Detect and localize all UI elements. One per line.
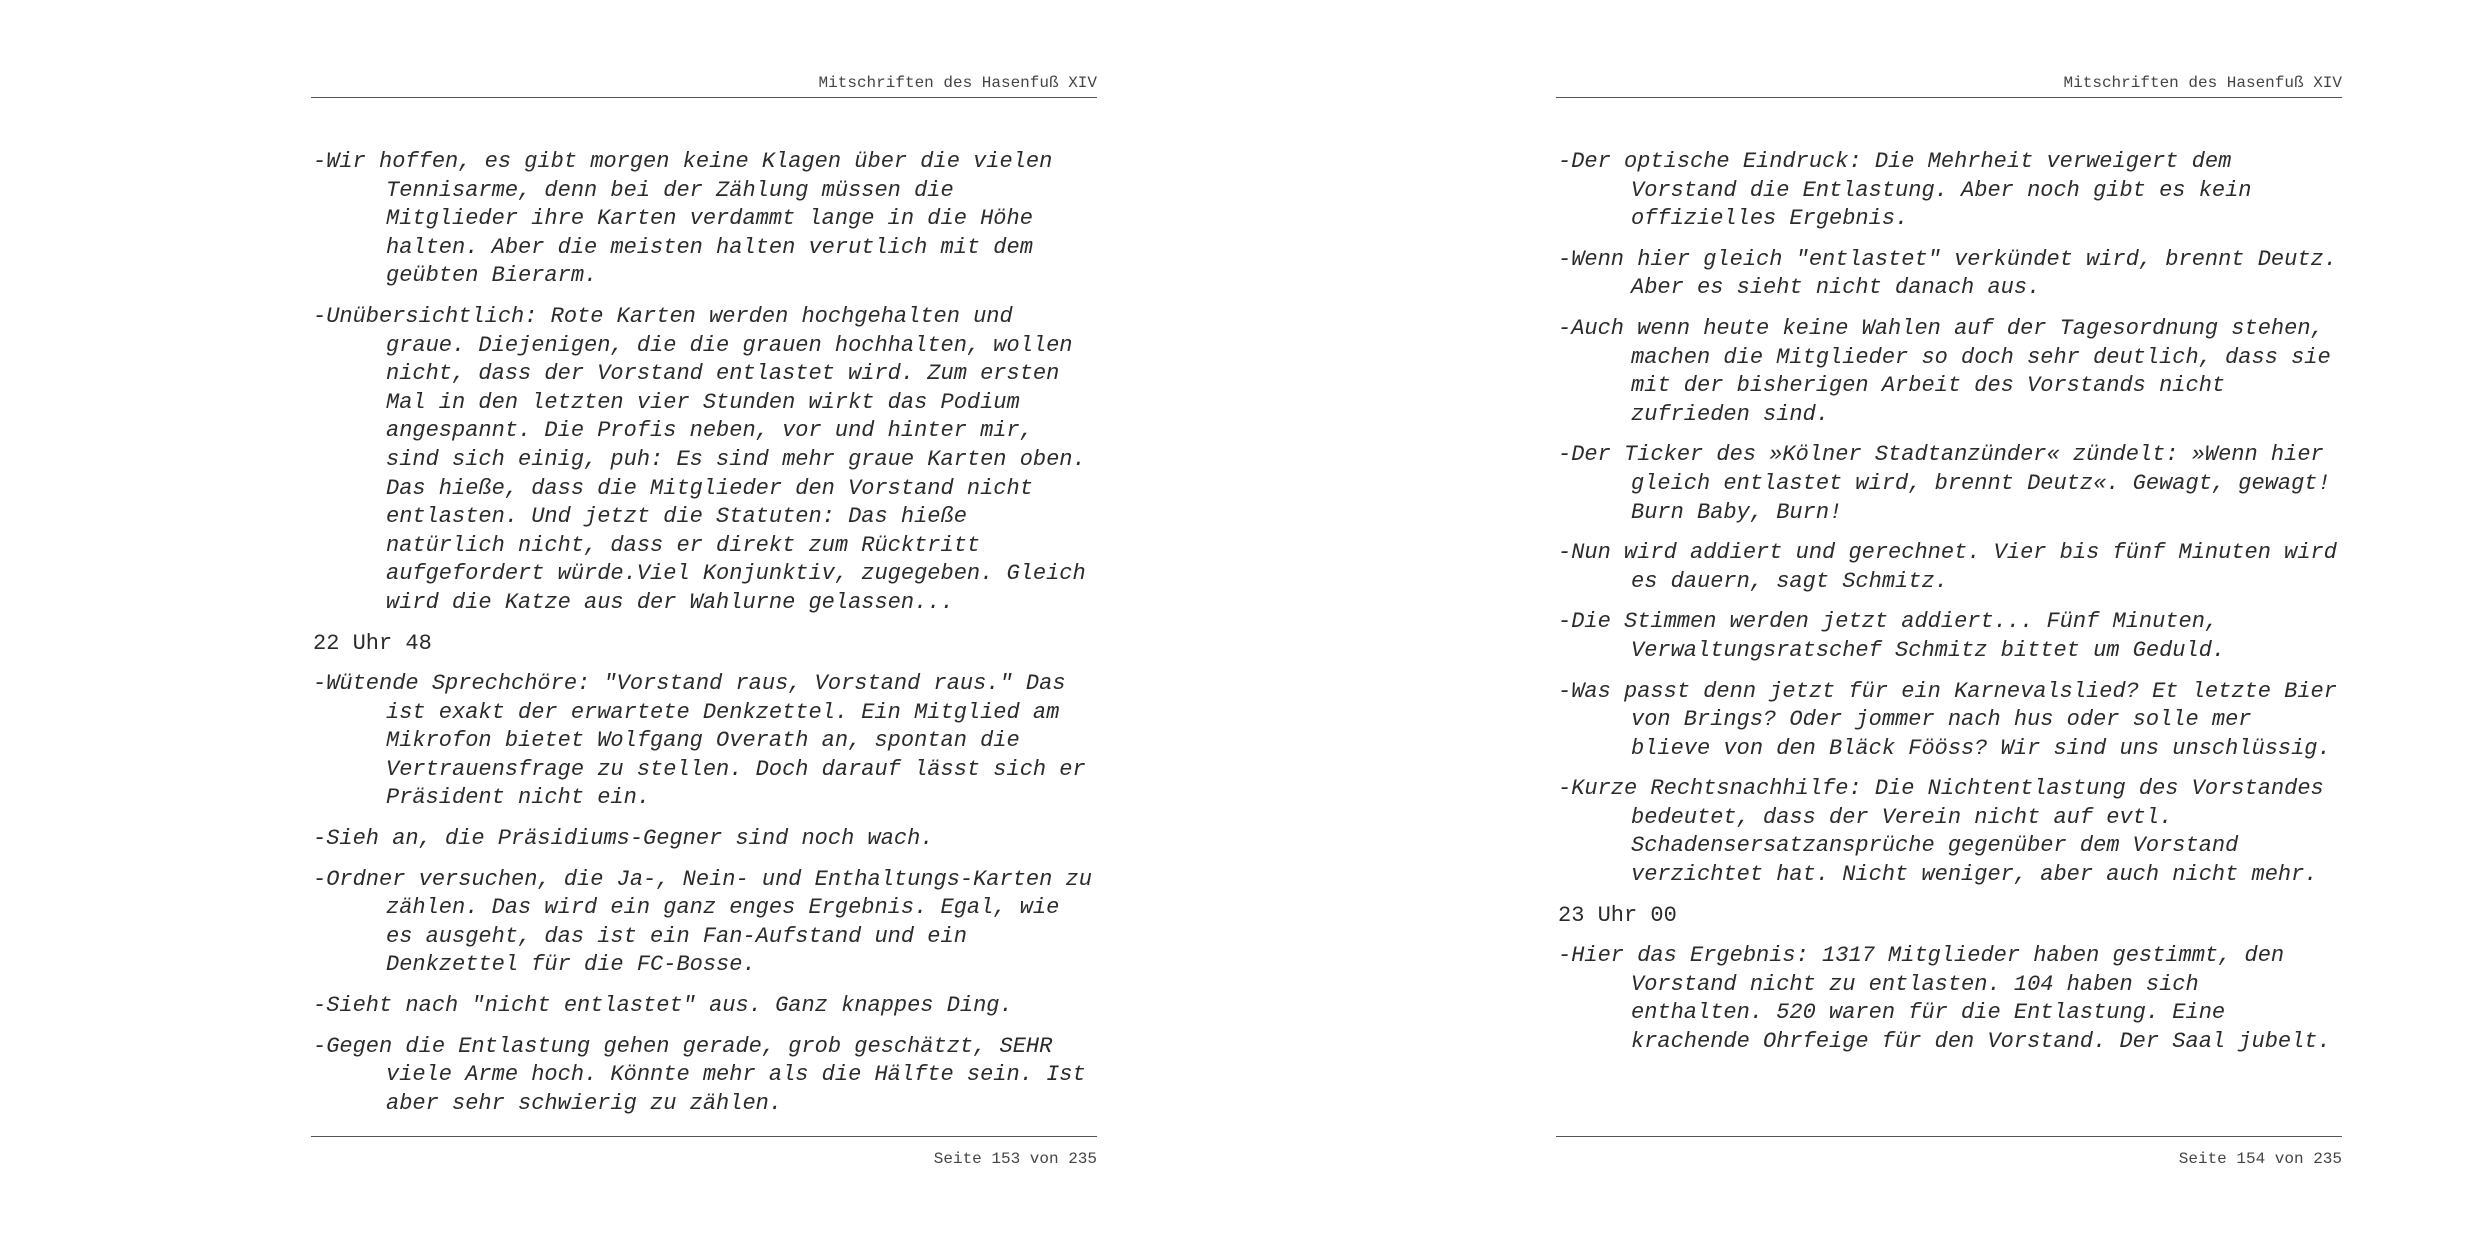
- ticker-entry: -Nun wird addiert und gerechnet. Vier bis fünf Minuten wird es dauern, sagt Schmitz.: [1558, 540, 2337, 594]
- right-page: [1556, 0, 2342, 1240]
- ticker-entry: -Der optische Eindruck: Die Mehrheit verweigert dem Vorstand die Entlastung. Aber noch gibt es kein offizielles Ergebnis.: [1558, 149, 2252, 232]
- ticker-entry: -Gegen die Entlastung gehen gerade, grob geschätzt, SEHR viele Arme hoch. Könnte mehr als die Hälfte sein. Ist aber sehr schwierig zu zählen.: [313, 1033, 1086, 1116]
- page-body: [1558, 148, 2342, 1069]
- page-number: Seite 153 von 235: [933, 1150, 1097, 1168]
- ticker-entry: -Kurze Rechtsnachhilfe: Die Nichtentlastung des Vorstandes bedeutet, dass der Verein nicht auf evtl. Schadensersatzansprüche gegenüber dem Vorstand verzichtet hat. Nicht weniger, aber auch nicht mehr.: [1558, 776, 2324, 888]
- header-rule: [1556, 97, 2342, 98]
- ticker-entry: -Was passt denn jetzt für ein Karnevalslied? Et letzte Bier von Brings? Oder jommer nach hus oder solle mer blieve von den Bläck Fööss? Wir sind uns unschlüssig.: [1558, 678, 2337, 761]
- left-page: [311, 0, 1097, 1240]
- ticker-entry: -Sieh an, die Präsidiums-Gegner sind noch wach.: [313, 826, 934, 852]
- ticker-entry: -Der Ticker des »Kölner Stadtanzünder« zündelt: »Wenn hier gleich entlastet wird, brennt Deutz«. Gewagt, gewagt! Burn Baby, Burn!: [1558, 442, 2331, 525]
- running-header: Mitschriften des Hasenfuß XIV: [818, 74, 1097, 92]
- time-stamp: 22 Uhr 48: [313, 630, 432, 656]
- ticker-entry: -Unübersichtlich: Rote Karten werden hochgehalten und graue. Diejenigen, die die grauen hochhalten, wollen nicht, dass der Vorstand entlastet wird. Zum ersten Mal in den letzten vier Stunden wirkt das Podium angespannt. Die Profis neben, vor und hinter mir, sind sich einig, puh: Es sind mehr graue Karten oben. Das hieße, dass die Mitglieder den Vorstand nicht entlasten. Und jetzt die Statuten: Das hieße natürlich nicht, dass er direkt zum Rücktritt aufgefordert würde.Viel Konjunktiv, zugegeben. Gleich wird die Katze aus der Wahlurne gelassen...: [313, 303, 1086, 615]
- page-number: Seite 154 von 235: [2178, 1150, 2342, 1168]
- ticker-entry: -Wir hoffen, es gibt morgen keine Klagen über die vielen Tennisarme, denn bei der Zählung müssen die Mitglieder ihre Karten verdammt lange in die Höhe halten. Aber die meisten halten verutlich mit dem geübten Bierarm.: [313, 149, 1053, 289]
- ticker-entry: -Sieht nach "nicht entlastet" aus. Ganz knappes Ding.: [313, 993, 1013, 1019]
- header-rule: [311, 97, 1097, 98]
- time-stamp: 23 Uhr 00: [1558, 902, 1677, 928]
- ticker-entry: -Wütende Sprechchöre: "Vorstand raus, Vorstand raus." Das ist exakt der erwartete Denkzettel. Ein Mitglied am Mikrofon bietet Wolfgang Overath an, spontan die Vertrauensfrage zu stellen. Doch darauf lässt sich er Präsident nicht ein.: [313, 671, 1086, 811]
- ticker-entry: -Ordner versuchen, die Ja-, Nein- und Enthaltungs-Karten zu zählen. Das wird ein ganz enges Ergebnis. Egal, wie es ausgeht, das ist ein Fan-Aufstand und ein Denkzettel für die FC-Bosse.: [313, 866, 1092, 978]
- running-header: Mitschriften des Hasenfuß XIV: [2063, 74, 2342, 92]
- footer-rule: [1556, 1136, 2342, 1137]
- page-body: [313, 148, 1097, 1130]
- ticker-entry: -Wenn hier gleich "entlastet" verkündet wird, brennt Deutz. Aber es sieht nicht danach aus.: [1558, 246, 2337, 301]
- ticker-entry: -Auch wenn heute keine Wahlen auf der Tagesordnung stehen, machen die Mitglieder so doch sehr deutlich, dass sie mit der bisherigen Arbeit des Vorstands nicht zufrieden sind.: [1558, 315, 2331, 427]
- ticker-entry: -Die Stimmen werden jetzt addiert... Fünf Minuten, Verwaltungsratschef Schmitz bittet um Geduld.: [1558, 609, 2226, 663]
- footer-rule: [311, 1136, 1097, 1137]
- ticker-entry: -Hier das Ergebnis: 1317 Mitglieder haben gestimmt, den Vorstand nicht zu entlasten. 104 haben sich enthalten. 520 waren für die Entlastung. Eine krachende Ohrfeige für den Vorstand. Der Saal jubelt.: [1558, 943, 2331, 1055]
